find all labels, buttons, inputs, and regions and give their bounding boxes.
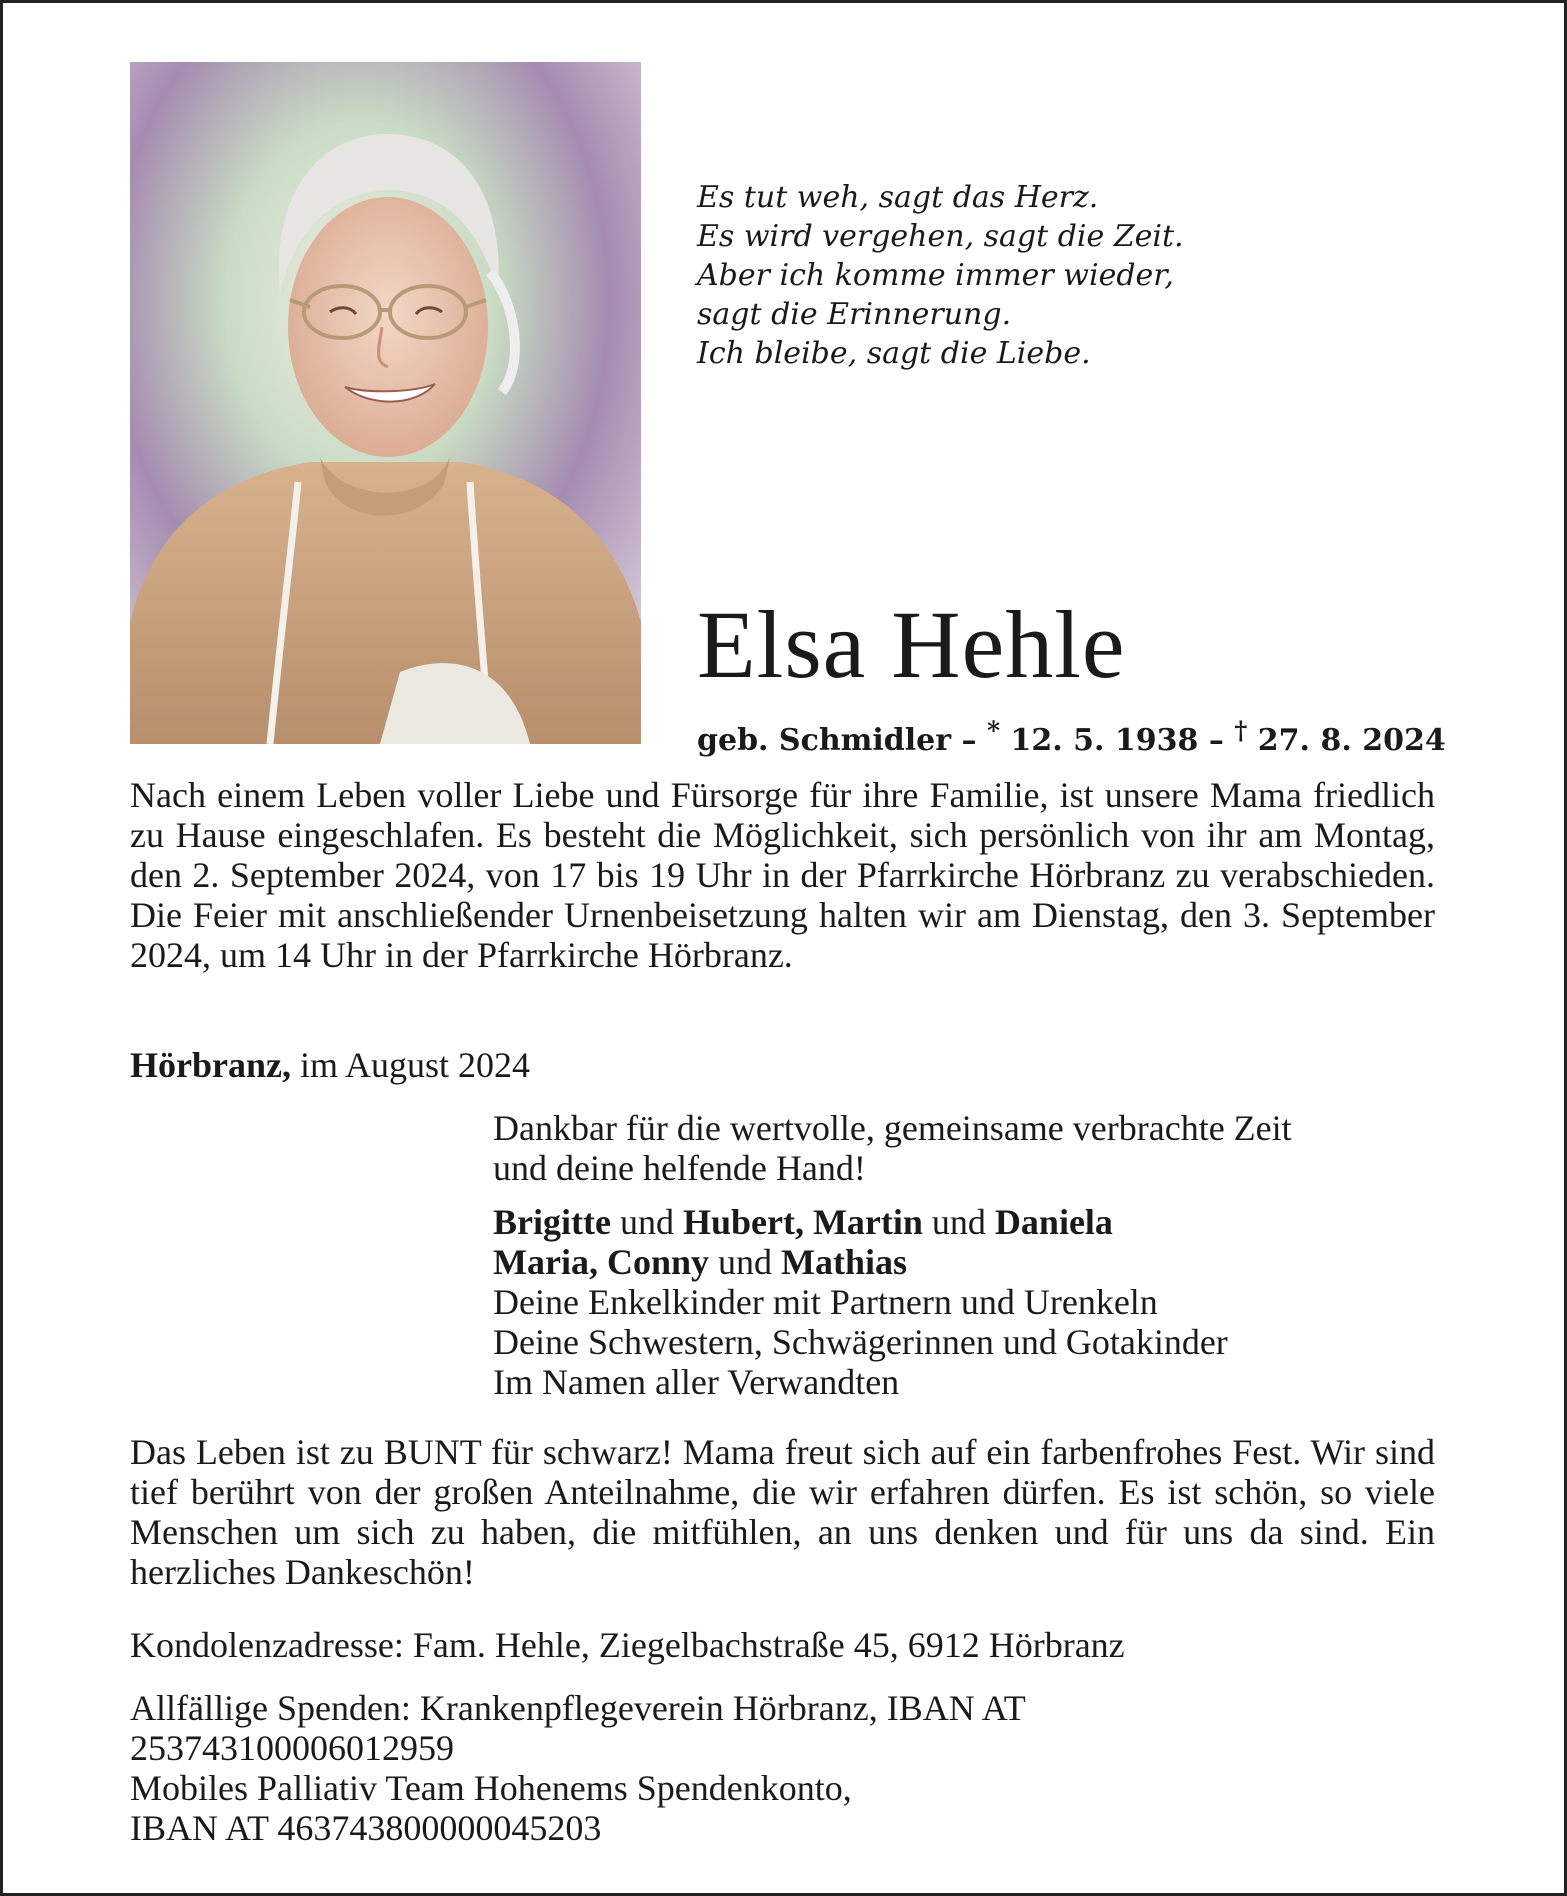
portrait-photo: [130, 62, 641, 744]
conjunction: und: [610, 1202, 683, 1242]
life-dates: [697, 711, 1446, 761]
poem-line: Es wird vergehen, sagt die Zeit.: [697, 219, 1184, 254]
place-and-date: [130, 1045, 1435, 1085]
mourner-name: Daniela: [994, 1202, 1113, 1242]
death-symbol: †: [1234, 716, 1248, 745]
mourners-list: [493, 1202, 1228, 1402]
poem-line: Es tut weh, sagt das Herz.: [697, 180, 1099, 215]
donation-line: IBAN AT 463743800000045203: [130, 1808, 602, 1848]
conjunction: und: [922, 1202, 995, 1242]
announcement-text: Nach einem Leben voller Liebe und Fürsorge für ihre Familie, ist unsere Mama friedlich zu Hause eingeschlafen. Es besteht die Möglichkeit, sich persönlich von ihr am Montag, den 2. September 2024, von 17 bis 19 Uhr in der Pfarrkirche Hörbranz zu verabschieden. Die Feier mit anschließender Urnenbeisetzung halten wir am Dienstag, den 3. September 2024, um 14 Uhr in der Pfarrkirche Hörbranz.: [130, 775, 1435, 975]
date: im August 2024: [290, 1045, 531, 1085]
donation-line: Allfällige Spenden: Krankenpflegeverein Hörbranz, IBAN AT: [130, 1688, 1026, 1728]
birth-date: 12. 5. 1938: [1000, 723, 1199, 758]
mourner-name: Mathias: [781, 1242, 907, 1282]
mourners-line: Deine Schwestern, Schwägerinnen und Gotakinder: [493, 1322, 1228, 1362]
poem-line: Aber ich komme immer wieder,: [697, 258, 1174, 293]
closing-text: Das Leben ist zu BUNT für schwarz! Mama freut sich auf ein farbenfrohes Fest. Wir sind tief berührt von der großen Anteilnahme, die wir erfahren dürfen. Es ist schön, so viele Menschen um sich zu haben, die mitfühlen, an uns denken und für uns da sind. Ein herzliches Dankeschön!: [130, 1432, 1435, 1592]
poem-line: Ich bleibe, sagt die Liebe.: [697, 336, 1091, 371]
separator: –: [1198, 723, 1235, 758]
thanks-line: Dankbar für die wertvolle, gemeinsame verbrachte Zeit: [493, 1108, 1292, 1148]
mourners-line: Deine Enkelkinder mit Partnern und Urenkeln: [493, 1282, 1158, 1322]
mourners-line: [493, 1242, 1228, 1282]
donation-line: Mobiles Palliativ Team Hohenems Spendenkonto,: [130, 1768, 852, 1808]
birth-symbol: *: [986, 716, 1001, 745]
memorial-poem: [697, 178, 1184, 373]
deceased-name: Elsa Hehle: [697, 591, 1126, 698]
mourners-line: Im Namen aller Verwandten: [493, 1362, 900, 1402]
birth-name: geb. Schmidler: [697, 723, 952, 758]
condolence-address: Kondolenzadresse: Fam. Hehle, Ziegelbachstraße 45, 6912 Hörbranz: [130, 1625, 1125, 1665]
thanks-line: und deine helfende Hand!: [493, 1148, 866, 1188]
death-date: 27. 8. 2024: [1247, 723, 1446, 758]
poem-line: sagt die Erinnerung.: [697, 297, 1012, 332]
donation-line: 25374310000601295​9: [130, 1728, 454, 1768]
donation-info: [130, 1688, 1435, 1848]
mourner-name: Hubert, Martin: [682, 1202, 923, 1242]
mourner-name: Maria, Conny: [493, 1242, 709, 1282]
thanks-text: [493, 1108, 1292, 1188]
place: Hörbranz,: [130, 1045, 291, 1085]
mourners-line: [493, 1202, 1228, 1242]
separator: –: [951, 723, 987, 758]
conjunction: und: [709, 1242, 781, 1282]
mourner-name: Brigitte: [493, 1202, 611, 1242]
